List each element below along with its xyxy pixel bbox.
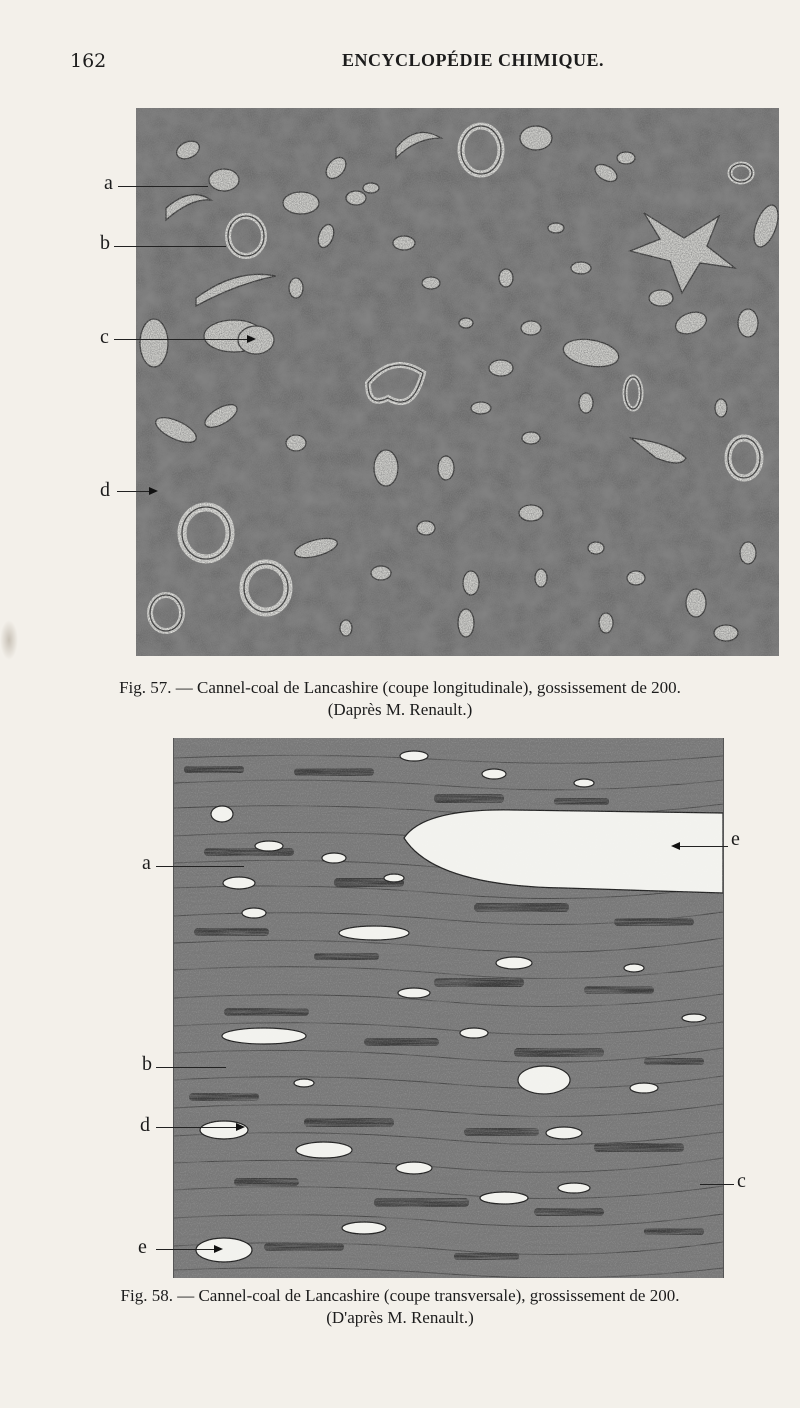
- figure-58-caption-line1: Fig. 58. — Cannel-coal de Lancashire (coupe transversale), grossissement de 200.: [120, 1286, 680, 1305]
- figure-57-caption-line2: (Daprès M. Renault.): [327, 700, 473, 719]
- figure-58-plate: [173, 738, 724, 1278]
- page-number: 162: [70, 50, 107, 72]
- fig57-label-d: d: [100, 479, 110, 501]
- fig58-leader-b: [156, 1067, 226, 1068]
- fig58-label-a: a: [142, 852, 151, 874]
- fig58-leader-e-right: [680, 846, 728, 847]
- fig58-arrowhead-e-left: [214, 1245, 223, 1253]
- fig58-label-c-right: c: [737, 1170, 746, 1192]
- fig58-label-b: b: [142, 1053, 152, 1075]
- fig58-label-e-left: e: [138, 1236, 147, 1258]
- fig58-label-d: d: [140, 1114, 150, 1136]
- fig58-leader-e-left: [156, 1249, 214, 1250]
- fig57-leader-c: [114, 339, 248, 340]
- running-head: ENCYCLOPÉDIE CHIMIQUE.: [342, 50, 605, 70]
- fig57-label-a: a: [104, 172, 113, 194]
- fig57-leader-a: [118, 186, 208, 187]
- fig58-arrowhead-e-right: [671, 842, 680, 850]
- figure-57-caption-line1: Fig. 57. — Cannel-coal de Lancashire (coupe longitudinale), gossissement de 200.: [119, 678, 681, 697]
- fig57-arrowhead-c: [247, 335, 256, 343]
- figure-58-caption-line2: (D'après M. Renault.): [326, 1308, 474, 1327]
- fig58-arrowhead-d: [236, 1123, 245, 1131]
- figure-57-micrograph: [136, 108, 779, 656]
- fig58-label-e-right: e: [731, 828, 740, 850]
- fig58-leader-d: [156, 1127, 236, 1128]
- paper-stain: [0, 620, 18, 660]
- figure-58-micrograph: [174, 738, 723, 1278]
- fig57-leader-d: [117, 491, 149, 492]
- figure-57-plate: [136, 108, 779, 656]
- fig57-label-b: b: [100, 232, 110, 254]
- fig58-leader-c-right: [700, 1184, 734, 1185]
- fig58-leader-a: [156, 866, 244, 867]
- fig57-arrowhead-d: [149, 487, 158, 495]
- fig57-label-c: c: [100, 326, 109, 348]
- fig57-leader-b: [114, 246, 226, 247]
